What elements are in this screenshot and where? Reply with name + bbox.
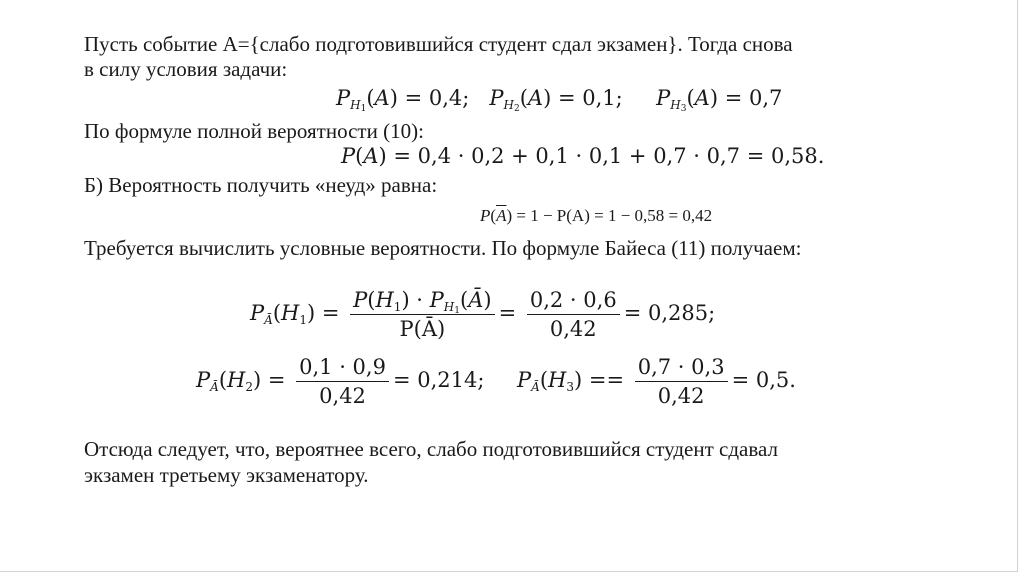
total-probability-equation: P(A) = 0,4 · 0,2 + 0,1 · 0,1 + 0,7 · 0,7 = 0,58.: [341, 144, 825, 168]
paragraph-line: По формуле полной вероятности (10):: [84, 119, 424, 143]
neud-probability-equation: $P(\overline{A}) = 1 - P(A) = 1 - 0,58 = 0,42$: [480, 206, 713, 225]
conditional-probabilities-equation: $P_{H_1}(A) = 0,4$; $P_{H_2}(A) = 0,1$; $P_{H_3}(A) = 0,7$: [336, 86, 783, 114]
paragraph-line: экзамен третьему экзаменатору.: [84, 463, 369, 487]
bayes-equation-h3: $P_Ā(H_3)$ == $\frac{0,7 \cdot 0,3}{0,42}$ = 0,5.: [517, 355, 796, 408]
bayes-equation-h1: $P_Ā(H_1)$ = $\frac{P(H_1) \cdot P_{H_1}(Ā)}{P(Ā)}$ = $\frac{0,2 \cdot 0,6}{0,42}$ = 0,285;: [250, 288, 716, 341]
paragraph-line: Требуется вычислить условные вероятности. По формуле Байеса (11) получаем:: [84, 236, 802, 260]
bayes-equation-h2: $P_Ā(H_2)$ = $\frac{0,1 \cdot 0,9}{0,42}$ = 0,214;: [196, 355, 485, 408]
paragraph-line: Б) Вероятность получить «неуд» равна:: [84, 173, 438, 197]
paragraph-line: Отсюда следует, что, вероятнее всего, слабо подготовившийся студент сдавал: [84, 437, 778, 461]
paragraph-line: Пусть событие A={слабо подготовившийся студент сдал экзамен}. Тогда снова: [84, 32, 793, 56]
paragraph-line: в силу условия задачи:: [84, 57, 288, 81]
